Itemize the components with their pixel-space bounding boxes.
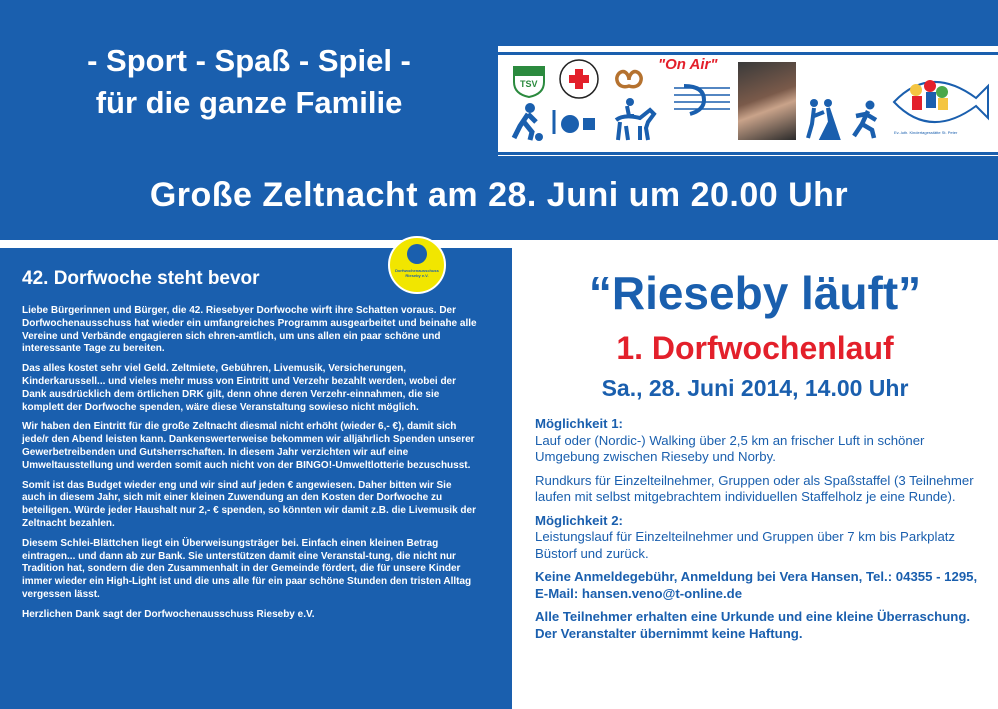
logo-strip-bottom-line — [498, 152, 998, 155]
paragraph: Diesem Schlei-Blättchen liegt ein Überweisungsträger bei. Einfach einen kleinen Betrag eintragen... und dann ab zur Bank. Sie unterstützen damit eine Veranstal-tung, die nicht nur Tradition hat, sondern die den Zusammenhalt in der Gemeinde fördert, die für unsere Kinder immer wieder ein High-Light ist und die uns alle für ein paar schöne Stunden den tristen Alltag vergessen lässt. — [22, 537, 472, 600]
kita-fish-logo — [890, 60, 990, 144]
tsv-label: TSV — [520, 79, 538, 89]
kita-label: Ev.-luth. Kindertagesstätte St. Peter — [894, 130, 958, 135]
left-body — [22, 305, 477, 629]
option2-text: Leistungslauf für Einzelteilnehmer und Gruppen über 7 km bis Parkplatz Büstorf und zurück. — [535, 529, 956, 561]
seal-label: Dorfwochenausschuss Rieseby e.V. — [395, 268, 439, 278]
option1-text-2: Rundkurs für Einzelteilnehmer, Gruppen oder als Spaßstaffel (3 Teilnehmer laufen mit selbst mitgebrachtem individuellen Staffelholz je eine Runde). — [535, 472, 974, 504]
divider — [0, 240, 998, 248]
headline: Große Zeltnacht am 28. Juni um 20.00 Uhr — [149, 176, 849, 214]
runner-icon — [846, 100, 882, 140]
music-note-icon — [674, 82, 730, 116]
drk-logo — [558, 58, 600, 100]
band-photo — [738, 62, 796, 140]
slogan — [0, 40, 498, 124]
horse-rider-icon — [610, 98, 658, 142]
option2-heading: Möglichkeit 2: — [535, 512, 623, 528]
slogan-line-2: für die ganze Familie — [95, 85, 403, 120]
run-body — [535, 416, 980, 649]
association-seal — [388, 236, 446, 294]
slogan-line-1: - Sport - Spaß - Spiel - — [87, 43, 411, 78]
option1-heading: Möglichkeit 1: — [535, 416, 623, 431]
left-title: 42. Dorfwoche steht bevor — [22, 268, 260, 289]
pretzel-icon — [612, 68, 646, 90]
run-date: Sa., 28. Juni 2014, 14.00 Uhr — [601, 375, 909, 401]
dancing-couple-icon — [802, 98, 842, 140]
paragraph: Herzlichen Dank sagt der Dorfwochenausschuss Rieseby e.V. — [22, 608, 315, 620]
registration-info: Keine Anmeldegebühr, Anmeldung bei Vera Hansen, Tel.: 04355 - 1295, E-Mail: hansen.veno@t-online.de — [535, 569, 978, 601]
dining-icon — [550, 108, 598, 136]
soccer-icon — [510, 102, 544, 142]
tsv-logo — [510, 64, 548, 98]
paragraph: Das alles kostet sehr viel Geld. Zeltmiete, Gebühren, Livemusik, Versicherungen, Kinderkarussell... und vieles mehr muss von Eintritt und Verzehr bezahlt werden, wobei der Dank ausdrücklich dem örtlichen DRK gilt, denn ohne deren Verzehr-einnahmen, die sie komplett der Dorfwoche spenden, wäre diese Veranstaltung sowieso nicht möglich. — [22, 363, 456, 413]
paragraph: Somit ist das Budget wieder eng und wir sind auf jeden € angewiesen. Daher bitten wir Sie auch in diesem Jahr, sich mit einer kleinen Zuwendung an den Kosten der Dorfwoche zu beteiligen. Würde jeder Haushalt nur 2,- € spenden, so könnten wir damit z.B. die Livemusik der Zeltnacht bezahlen. — [22, 479, 476, 529]
option1-text: Lauf oder (Nordic-) Walking über 2,5 km an frischer Luft in schöner Umgebung zwischen Rieseby und Norby. — [535, 432, 925, 464]
seal-emblem-icon — [407, 244, 427, 264]
on-air-label: "On Air" — [658, 56, 718, 73]
paragraph: Wir haben den Eintritt für die große Zeltnacht diesmal nicht erhöht (wieder 6,- €), damit sich jede/r den Abend leisten kann. Dankenswerterweise bekommen wir alljährlich Spenden unserer Gewerbetreibenden und Gutsherrschaften. In diesem Jahr verzichten wir auf eine Umweltausstellung und werden somit auch nicht von der BINGO!-Umweltlotterie bezuschusst. — [22, 421, 475, 471]
run-subtitle: 1. Dorfwochenlauf — [616, 330, 894, 366]
paragraph: Liebe Bürgerinnen und Bürger, die 42. Riesebyer Dorfwoche wirft ihre Schatten voraus. Der Dorfwochenausschuss hat wieder ein umfangreiches Programm ausgearbeitet und beinahe alle Vereine und Verbände engagieren sich ehren-amtlich, um uns allen ein paar schöne und interessante Tage zu bereiten. — [22, 305, 477, 355]
logo-strip-top-line — [498, 52, 998, 55]
closing-note: Alle Teilnehmer erhalten eine Urkunde und eine kleine Überraschung. Der Veranstalter übernimmt keine Haftung. — [535, 609, 971, 641]
logo-strip — [498, 46, 998, 156]
run-title: “Rieseby läuft” — [588, 267, 922, 319]
